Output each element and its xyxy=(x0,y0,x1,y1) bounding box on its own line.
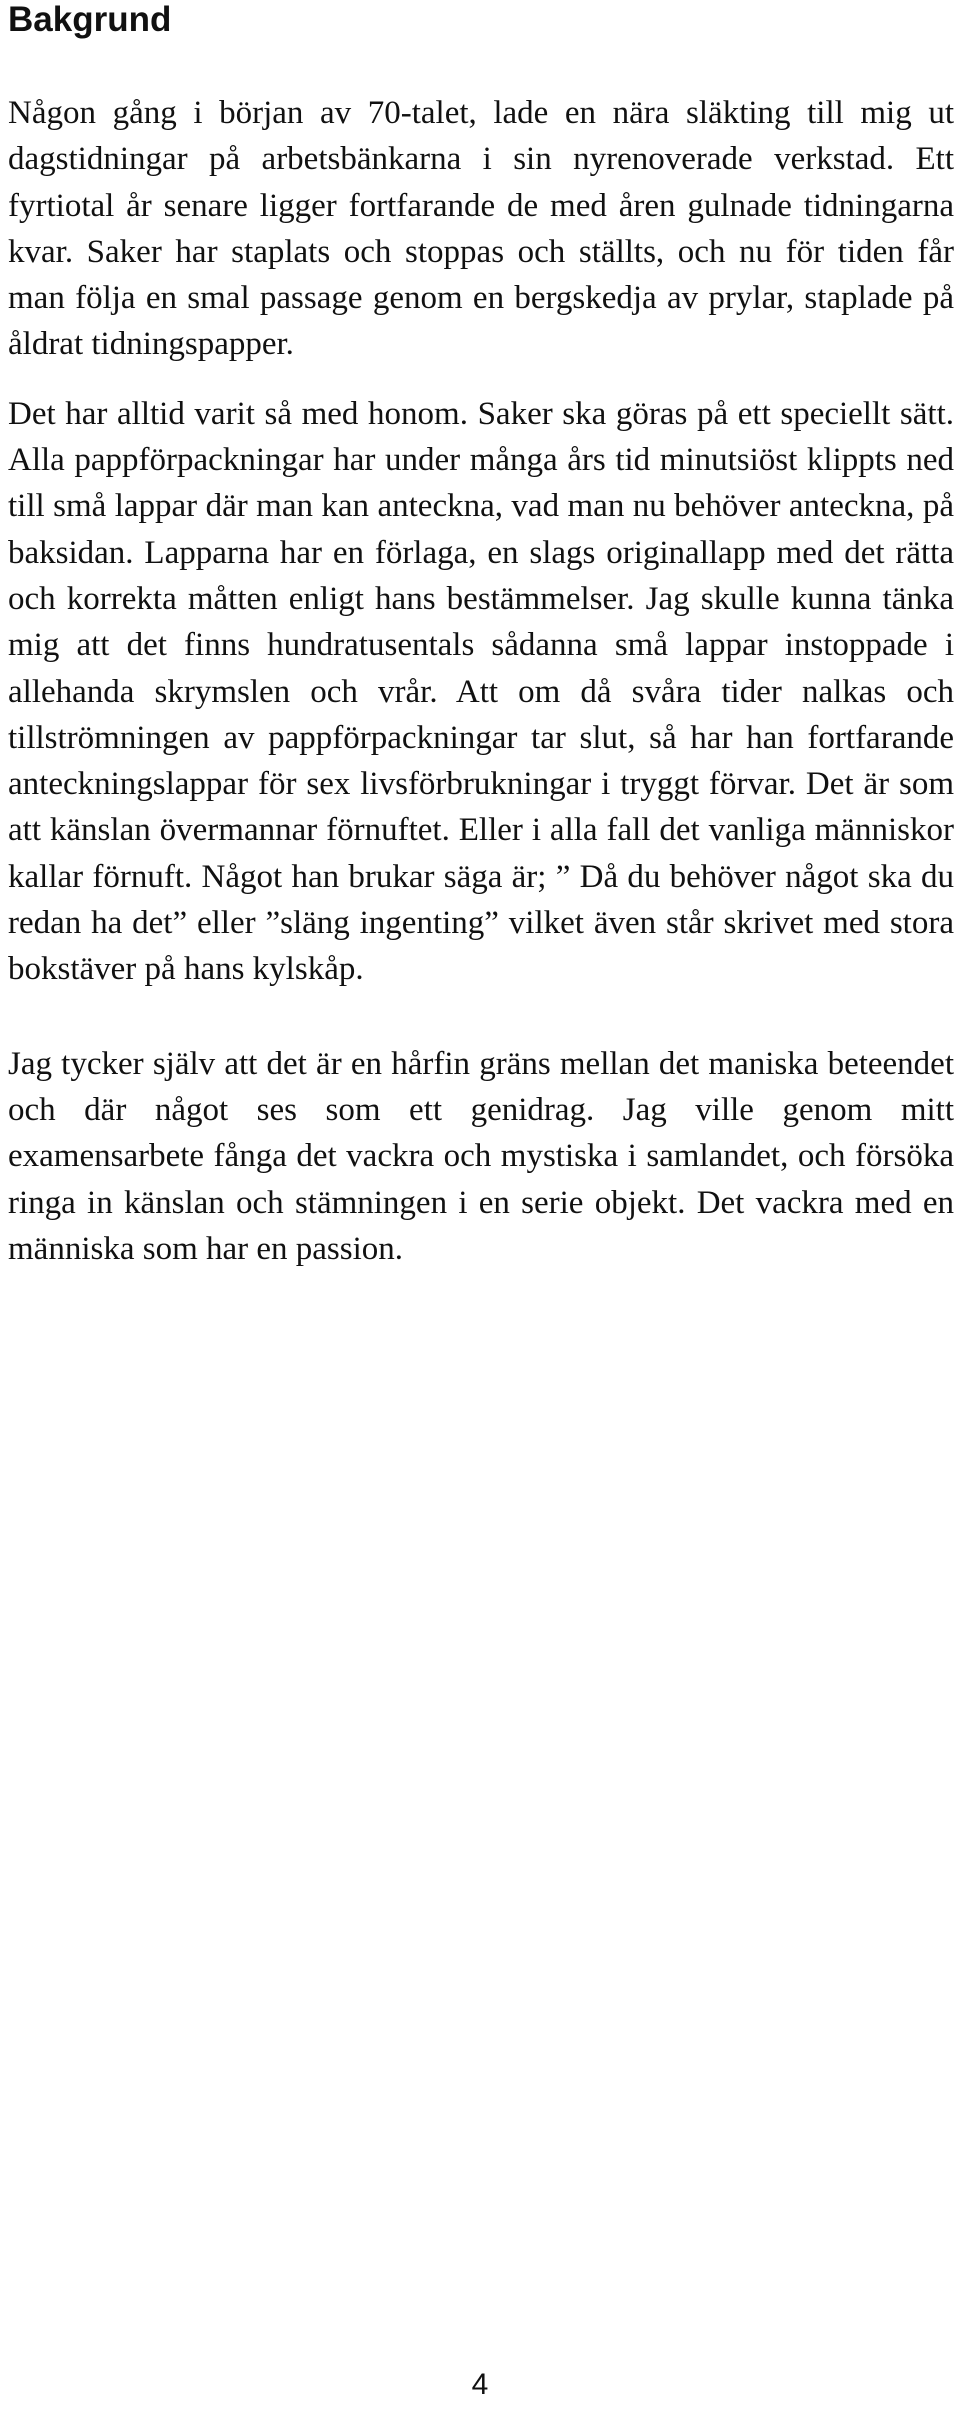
paragraph-3: Jag tycker själv att det är en hårfin gräns mellan det maniska beteendet och där något ses som ett genidrag. Jag ville genom mitt examensarbete fånga det vackra och mystiska i samlandet, och försöka ringa in känslan och stämningen i en serie objekt. Det vackra med en människa som har en passion. xyxy=(8,1045,954,1267)
document-page xyxy=(8,0,956,1272)
paragraph-2: Det har alltid varit så med honom. Saker ska göras på ett speciellt sätt. Alla pappförpackningar har under många års tid minutsiöst klippts ned till små lappar där man kan anteckna, vad man nu behöver anteckna, på baksidan. Lapparna har en förlaga, en slags originallapp med det rätta och korrekta måtten enligt hans bestämmelser. Jag skulle kunna tänka mig att det finns hundratusentals sådanna små lappar instoppade i allehanda skrymslen och vrår. Att om då svåra tider nalkas och tillströmningen av pappförpackningar tar slut, så har han fortfarande anteckningslappar för sex livsförbrukningar i tryggt förvar. Det är som att känslan övermannar förnuftet. Eller i alla fall det vanliga människor kallar förnuft. Något han brukar säga är; ” Då du behöver något ska du redan ha det” eller ”släng ingenting” vilket även står skrivet med stora bokstäver på hans kylskåp. xyxy=(8,395,954,988)
page-number: 4 xyxy=(471,2368,489,2401)
section-heading: Bakgrund xyxy=(8,0,172,39)
paragraph-1: Någon gång i början av 70-talet, lade en nära släkting till mig ut dagstidningar på arbetsbänkarna i sin nyrenoverade verkstad. Ett fyrtiotal år senare ligger fortfarande de med åren gulnade tidningarna kvar. Saker har staplats och stoppas och ställts, och nu för tiden får man följa en smal passage genom en bergskedja av prylar, staplade på åldrat tidningspapper. xyxy=(8,95,954,363)
